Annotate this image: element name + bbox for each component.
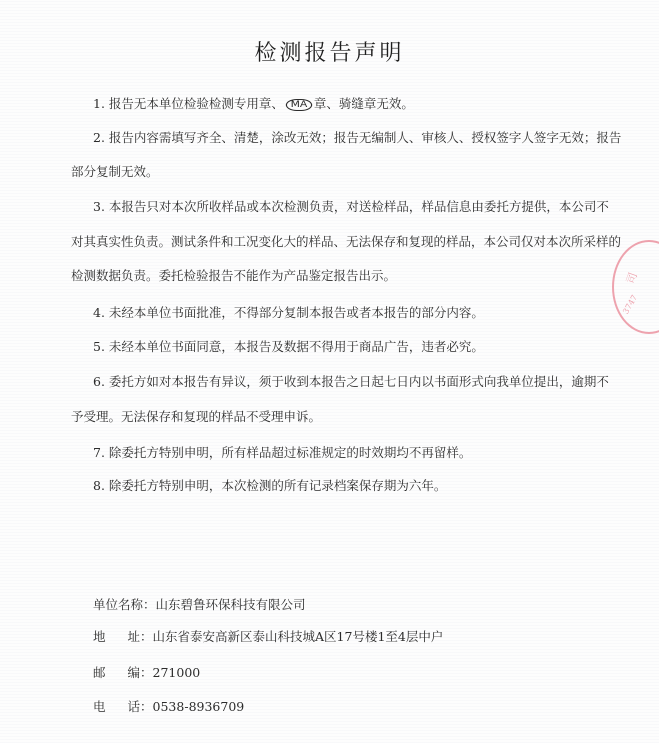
statement-item-2-line-2: 部分复制无效。: [71, 164, 159, 179]
statement-item-1-text-b: 章、骑缝章无效。: [313, 96, 414, 111]
statement-item-1-text-a: 1. 报告无本单位检验检测专用章、: [93, 96, 284, 111]
statement-item-6-line-2: 予受理。无法保存和复现的样品不受理申诉。: [71, 409, 322, 424]
statement-item-8: 8. 除委托方特别申明，本次检测的所有记录档案保存期为六年。: [93, 478, 447, 493]
company-postcode-row: [93, 666, 200, 680]
company-phone-value: 0538-8936709: [152, 699, 245, 714]
postcode-label-1: 邮: [93, 665, 128, 680]
statement-item-2-line-1: 2. 报告内容需填写齐全、清楚，涂改无效；报告无编制人、审核人、授权签字人签字无效；报告: [93, 130, 622, 145]
company-address-value: 山东省泰安高新区泰山科技城A区17号楼1至4层中户: [152, 629, 444, 644]
statement-item-4: 4. 未经本单位书面批准，不得部分复制本报告或者本报告的部分内容。: [93, 305, 484, 320]
postcode-label-2: 编：: [127, 665, 153, 680]
statement-item-3-line-2: 对其真实性负责。测试条件和工况变化大的样品、无法保存和复现的样品，本公司仅对本次所采样的: [71, 234, 622, 249]
statement-item-6-line-1: 6. 委托方如对本报告有异议，须于收到本报告之日起七日内以书面形式向我单位提出，逾期不: [93, 374, 609, 389]
statement-item-5: 5. 未经本单位书面同意，本报告及数据不得用于商品广告，违者必究。: [93, 339, 484, 354]
ma-mark-icon: MA: [286, 99, 312, 111]
page-title: 检测报告声明: [254, 41, 405, 66]
phone-label-1: 电: [93, 699, 128, 714]
company-name-value: 山东碧鲁环保科技有限公司: [155, 597, 306, 612]
company-address-row: [93, 630, 443, 644]
phone-label-2: 话：: [127, 699, 153, 714]
company-phone-row: [93, 700, 244, 714]
company-postcode-value: 271000: [152, 665, 201, 680]
statement-item-7: 7. 除委托方特别申明，所有样品超过标准规定的时效期均不再留样。: [93, 445, 472, 460]
statement-item-3-line-3: 检测数据负责。委托检验报告不能作为产品鉴定报告出示。: [71, 268, 397, 283]
company-name-label: 单位名称：: [93, 597, 156, 612]
statement-item-3-line-1: 3. 本报告只对本次所收样品或本次检测负责，对送检样品，样品信息由委托方提供，本公司不: [93, 199, 609, 214]
address-label-1: 地: [93, 629, 128, 644]
stamp-text-2: 3747: [621, 293, 640, 316]
address-label-2: 址：: [127, 629, 153, 644]
statement-item-1: [93, 97, 414, 111]
company-name-row: [93, 598, 306, 612]
stamp-text-1: 司: [623, 270, 640, 286]
red-seal-stamp: [612, 240, 659, 334]
